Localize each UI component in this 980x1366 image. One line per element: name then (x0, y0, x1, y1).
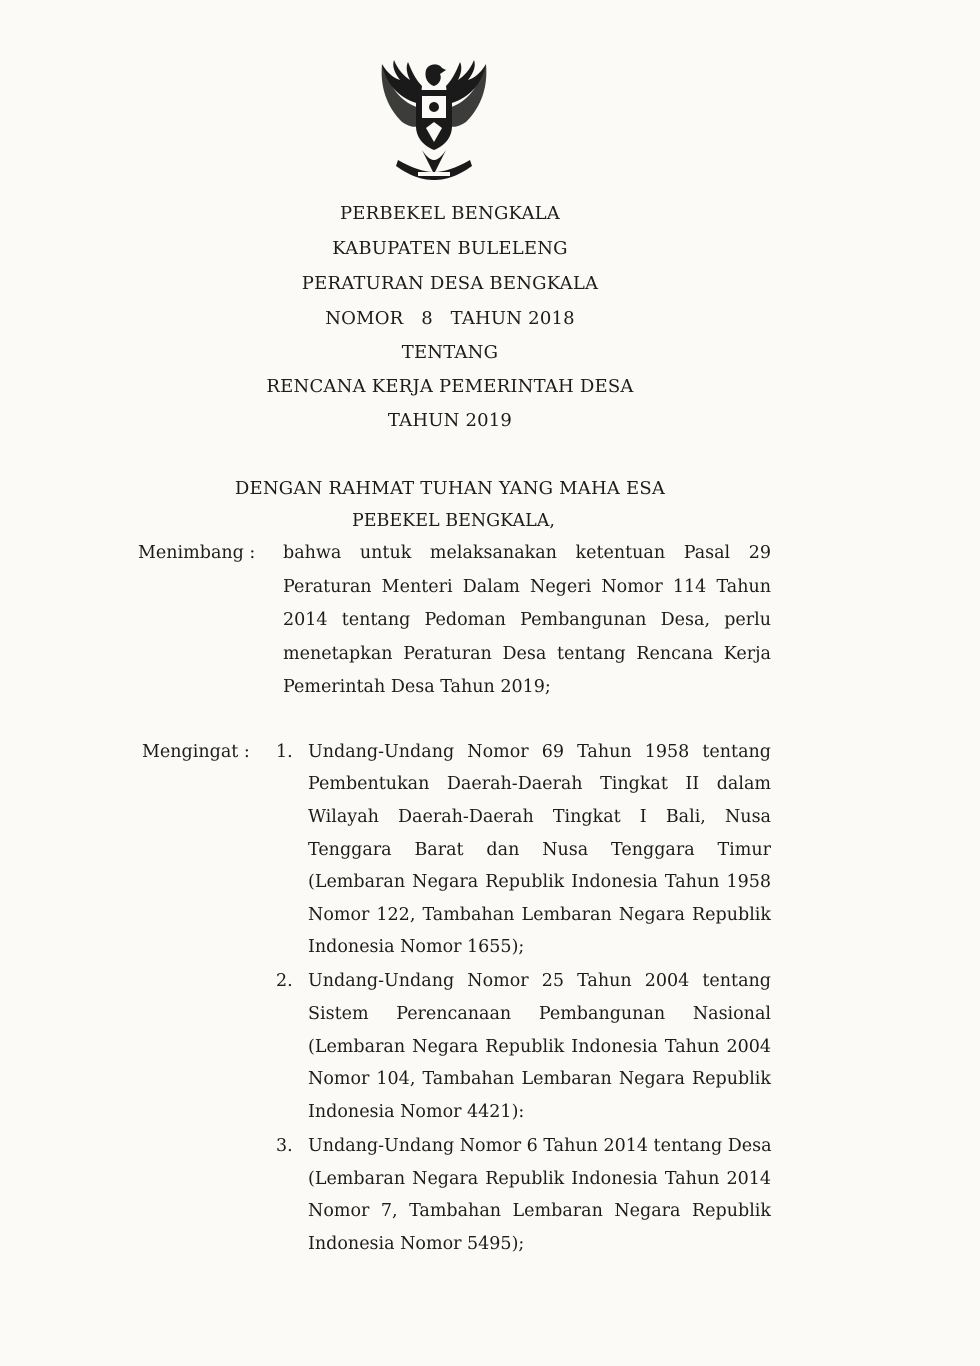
header-subject: RENCANA KERJA PEMERINTAH DESA (266, 376, 634, 397)
preamble-divine: DENGAN RAHMAT TUHAN YANG MAHA ESA (234, 478, 666, 499)
mengingat-item-line: Undang-Undang Nomor 69 Tahun 1958 tentang (308, 742, 771, 762)
menimbang-line: Peraturan Menteri Dalam Negeri Nomor 114 Tahun (283, 577, 771, 597)
mengingat-item-line: (Lembaran Negara Republik Indonesia Tahun 2004 (308, 1037, 771, 1057)
header-regency: KABUPATEN BULELENG (332, 238, 568, 259)
preamble-official: PEBEKEL BENGKALA, (352, 511, 555, 531)
mengingat-item-line: Nomor 104, Tambahan Lembaran Negara Republik (308, 1069, 771, 1089)
mengingat-item-line: Indonesia Nomor 1655); (308, 937, 525, 957)
mengingat-item-line: Indonesia Nomor 4421): (308, 1102, 525, 1122)
mengingat-item-line: (Lembaran Negara Republik Indonesia Tahun 1958 (308, 872, 771, 892)
menimbang-line: 2014 tentang Pedoman Pembangunan Desa, perlu (283, 610, 771, 630)
mengingat-item-line: Pembentukan Daerah-Daerah Tingkat II dalam (308, 774, 771, 794)
mengingat-label: Mengingat : (142, 742, 250, 762)
header-regulation-number: NOMOR 8 TAHUN 2018 (325, 308, 575, 329)
menimbang-label: Menimbang : (138, 543, 256, 563)
mengingat-item-line: Undang-Undang Nomor 25 Tahun 2004 tentang (308, 971, 771, 991)
header-about: TENTANG (401, 342, 499, 363)
header-authority: PERBEKEL BENGKALA (340, 203, 560, 224)
mengingat-item-line: Nomor 7, Tambahan Lembaran Negara Republik (308, 1201, 771, 1221)
header-regulation-type: PERATURAN DESA BENGKALA (301, 273, 599, 294)
garuda-emblem-icon (372, 56, 496, 186)
mengingat-item-number: 3. (276, 1136, 293, 1156)
mengingat-item-number: 2. (276, 971, 293, 991)
menimbang-line: menetapkan Peraturan Desa tentang Rencana Kerja (283, 644, 771, 664)
header-year: TAHUN 2019 (387, 410, 513, 431)
menimbang-line: Pemerintah Desa Tahun 2019; (283, 677, 551, 697)
mengingat-item-line: Undang-Undang Nomor 6 Tahun 2014 tentang Desa (308, 1136, 772, 1156)
mengingat-item-line: Nomor 122, Tambahan Lembaran Negara Republik (308, 905, 771, 925)
mengingat-item-line: Sistem Perencanaan Pembangunan Nasional (308, 1004, 771, 1024)
mengingat-item-number: 1. (276, 742, 293, 762)
mengingat-item-line: Indonesia Nomor 5495); (308, 1234, 525, 1254)
mengingat-item-line: Wilayah Daerah-Daerah Tingkat I Bali, Nusa (308, 807, 771, 827)
mengingat-item-line: Tenggara Barat dan Nusa Tenggara Timur (308, 840, 771, 860)
menimbang-line: bahwa untuk melaksanakan ketentuan Pasal 29 (283, 543, 771, 563)
mengingat-item-line: (Lembaran Negara Republik Indonesia Tahun 2014 (308, 1169, 771, 1189)
